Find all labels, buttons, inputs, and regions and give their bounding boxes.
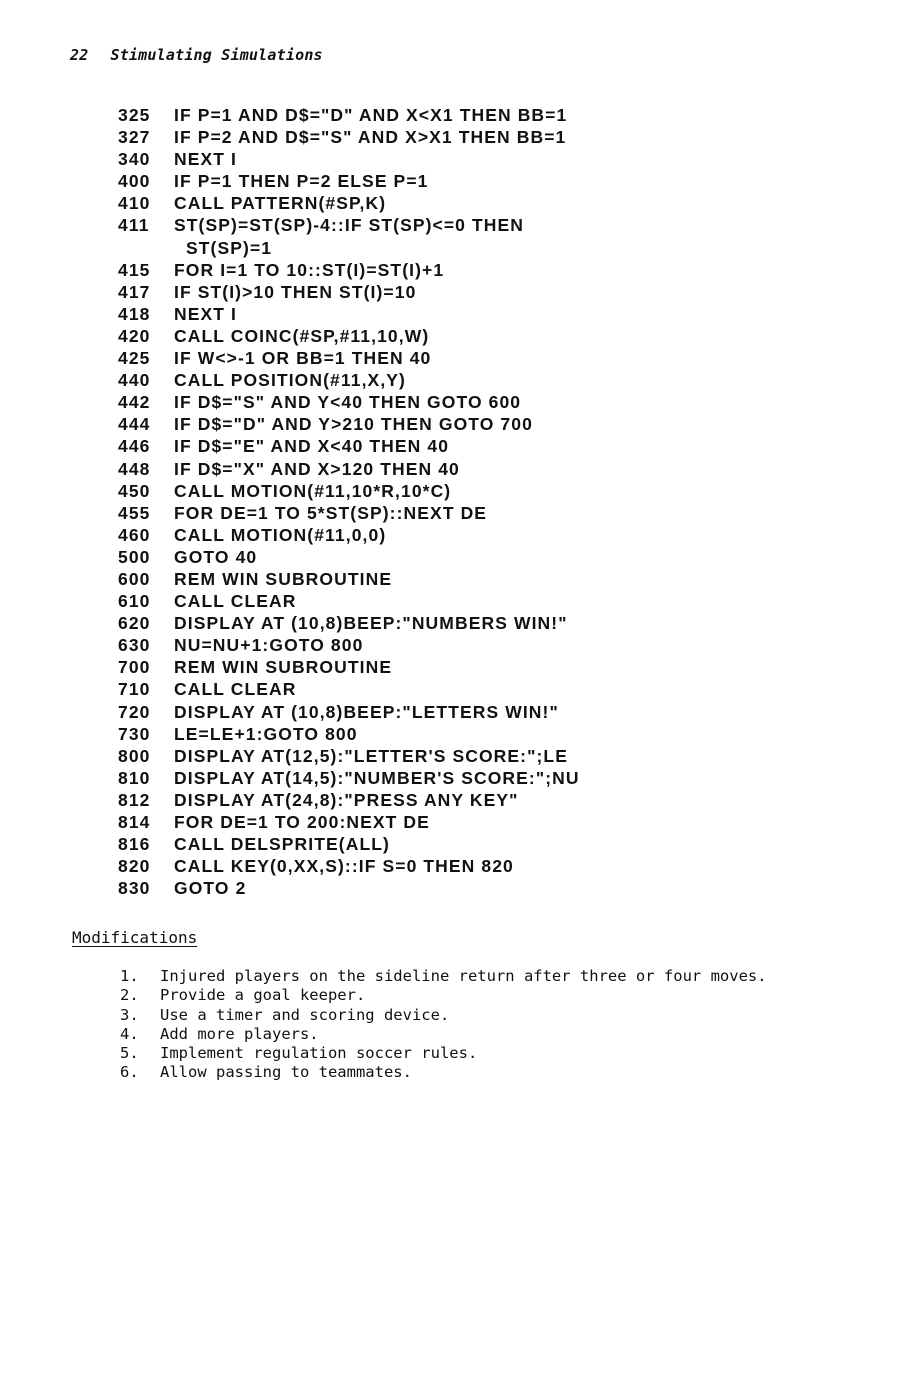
code-text: CALL DELSPRITE(ALL) xyxy=(174,834,390,855)
running-title: Stimulating Simulations xyxy=(110,46,323,64)
modification-number: 2. xyxy=(120,986,139,1005)
code-text: ST(SP)=ST(SP)-4::IF ST(SP)<=0 THEN xyxy=(174,215,525,236)
code-text: DISPLAY AT(12,5):"LETTER'S SCORE:";LE xyxy=(174,745,568,766)
code-text: GOTO 40 xyxy=(174,546,258,567)
modification-text: Implement regulation soccer rules. xyxy=(160,1044,478,1063)
code-line xyxy=(118,104,580,126)
code-text: DISPLAY AT (10,8)BEEP:"LETTERS WIN!" xyxy=(174,701,559,722)
modification-item xyxy=(120,1025,767,1044)
code-line xyxy=(118,480,580,502)
line-number: 442 xyxy=(118,392,151,413)
code-text: NEXT I xyxy=(174,303,237,324)
modification-number: 1. xyxy=(120,967,139,985)
page-header xyxy=(70,46,323,64)
line-number: 814 xyxy=(118,812,151,832)
code-text: NEXT I xyxy=(174,149,237,170)
code-line xyxy=(118,745,580,767)
page-number: 22 xyxy=(70,46,89,64)
line-number: 610 xyxy=(118,591,151,612)
code-line xyxy=(118,612,580,634)
code-text: IF D$="S" AND Y<40 THEN GOTO 600 xyxy=(174,392,522,413)
modification-item xyxy=(120,967,767,986)
code-text: IF P=1 THEN P=2 ELSE P=1 xyxy=(174,171,429,192)
code-line xyxy=(118,192,580,214)
code-text: FOR DE=1 TO 5*ST(SP)::NEXT DE xyxy=(174,502,488,523)
code-line xyxy=(118,546,580,568)
code-line xyxy=(118,855,580,877)
line-number: 630 xyxy=(118,635,151,656)
code-line xyxy=(118,281,580,303)
modifications-list xyxy=(120,967,767,1083)
code-text: CALL KEY(0,XX,S)::IF S=0 THEN 820 xyxy=(174,856,514,877)
line-number: 830 xyxy=(118,878,151,899)
code-line xyxy=(118,767,580,789)
code-text: DISPLAY AT(24,8):"PRESS ANY KEY" xyxy=(174,789,519,810)
modification-text: Injured players on the sideline return after three or four moves. xyxy=(160,967,767,985)
line-number: 444 xyxy=(118,414,151,435)
code-text: CALL CLEAR xyxy=(174,679,297,700)
line-number: 425 xyxy=(118,348,151,369)
modification-item xyxy=(120,1044,767,1063)
code-line xyxy=(118,126,580,148)
code-text: LE=LE+1:GOTO 800 xyxy=(174,723,358,744)
code-text: DISPLAY AT(14,5):"NUMBER'S SCORE:";NU xyxy=(174,767,580,788)
code-line xyxy=(118,833,580,855)
code-line xyxy=(118,413,580,435)
code-line xyxy=(118,369,580,391)
code-continuation: ST(SP)=1 xyxy=(186,237,273,258)
line-number: 720 xyxy=(118,701,151,722)
code-text: GOTO 2 xyxy=(174,878,247,899)
code-line xyxy=(118,877,580,899)
line-number: 340 xyxy=(118,149,151,170)
line-number: 420 xyxy=(118,325,151,346)
line-number: 450 xyxy=(118,480,151,501)
code-text: CALL CLEAR xyxy=(174,591,297,612)
line-number: 800 xyxy=(118,745,151,766)
line-number: 460 xyxy=(118,524,151,545)
code-text: REM WIN SUBROUTINE xyxy=(174,568,393,589)
code-text: REM WIN SUBROUTINE xyxy=(174,657,393,678)
program-listing xyxy=(118,104,580,899)
code-text: IF P=1 AND D$="D" AND X<X1 THEN BB=1 xyxy=(174,105,568,125)
code-text: FOR DE=1 TO 200:NEXT DE xyxy=(174,812,430,832)
line-number: 411 xyxy=(118,215,150,236)
code-line xyxy=(118,325,580,347)
line-number: 327 xyxy=(118,127,151,148)
line-number: 710 xyxy=(118,679,151,700)
line-number: 700 xyxy=(118,657,151,678)
line-number: 730 xyxy=(118,723,151,744)
line-number: 325 xyxy=(118,105,151,125)
modification-text: Use a timer and scoring device. xyxy=(160,1005,450,1024)
modification-number: 6. xyxy=(120,1063,139,1082)
code-line xyxy=(118,347,580,369)
line-number: 812 xyxy=(118,789,151,810)
code-line xyxy=(118,237,580,259)
line-number: 820 xyxy=(118,856,151,877)
line-number: 500 xyxy=(118,546,151,567)
line-number: 410 xyxy=(118,193,151,214)
modifications-heading: Modifications xyxy=(72,928,198,947)
code-text: IF W<>-1 OR BB=1 THEN 40 xyxy=(174,348,432,369)
code-text: CALL COINC(#SP,#11,10,W) xyxy=(174,325,430,346)
line-number: 620 xyxy=(118,613,151,634)
code-text: CALL MOTION(#11,10*R,10*C) xyxy=(174,480,452,501)
line-number: 446 xyxy=(118,436,151,457)
line-number: 816 xyxy=(118,834,151,855)
line-number: 455 xyxy=(118,502,151,523)
code-line xyxy=(118,811,580,833)
code-text: FOR I=1 TO 10::ST(I)=ST(I)+1 xyxy=(174,259,445,280)
code-text: IF ST(I)>10 THEN ST(I)=10 xyxy=(174,281,417,302)
modification-item xyxy=(120,1063,767,1082)
code-line xyxy=(118,789,580,811)
code-line xyxy=(118,723,580,745)
modification-number: 3. xyxy=(120,1005,139,1024)
modification-number: 4. xyxy=(120,1024,139,1043)
code-text: IF D$="X" AND X>120 THEN 40 xyxy=(174,458,460,479)
code-line xyxy=(118,303,580,325)
modification-text: Provide a goal keeper. xyxy=(160,986,366,1005)
line-number: 417 xyxy=(118,281,151,302)
code-line xyxy=(118,170,580,192)
line-number: 400 xyxy=(118,171,151,192)
code-text: CALL MOTION(#11,0,0) xyxy=(174,524,387,545)
code-text: IF D$="D" AND Y>210 THEN GOTO 700 xyxy=(174,414,533,435)
code-line xyxy=(118,701,580,723)
code-line xyxy=(118,214,580,236)
code-line xyxy=(118,590,580,612)
code-line xyxy=(118,502,580,524)
code-text: IF P=2 AND D$="S" AND X>X1 THEN BB=1 xyxy=(174,127,567,148)
line-number: 448 xyxy=(118,458,151,479)
modification-item xyxy=(120,986,767,1005)
code-line xyxy=(118,524,580,546)
line-number: 418 xyxy=(118,303,151,324)
code-text: NU=NU+1:GOTO 800 xyxy=(174,635,364,656)
line-number: 415 xyxy=(118,259,151,280)
code-line xyxy=(118,259,580,281)
modification-text: Allow passing to teammates. xyxy=(160,1063,412,1082)
modification-item xyxy=(120,1006,767,1025)
line-number: 440 xyxy=(118,370,151,391)
code-line xyxy=(118,391,580,413)
code-line xyxy=(118,458,580,480)
modification-text: Add more players. xyxy=(160,1024,319,1043)
code-line xyxy=(118,148,580,170)
code-line xyxy=(118,656,580,678)
line-number: 600 xyxy=(118,568,151,589)
code-line xyxy=(118,634,580,656)
code-text: IF D$="E" AND X<40 THEN 40 xyxy=(174,436,450,457)
code-line xyxy=(118,435,580,457)
code-line xyxy=(118,678,580,700)
code-text: CALL PATTERN(#SP,K) xyxy=(174,193,387,214)
code-text: CALL POSITION(#11,X,Y) xyxy=(174,370,406,391)
code-line xyxy=(118,568,580,590)
line-number: 810 xyxy=(118,767,151,788)
modification-number: 5. xyxy=(120,1044,139,1063)
code-text: DISPLAY AT (10,8)BEEP:"NUMBERS WIN!" xyxy=(174,613,568,634)
